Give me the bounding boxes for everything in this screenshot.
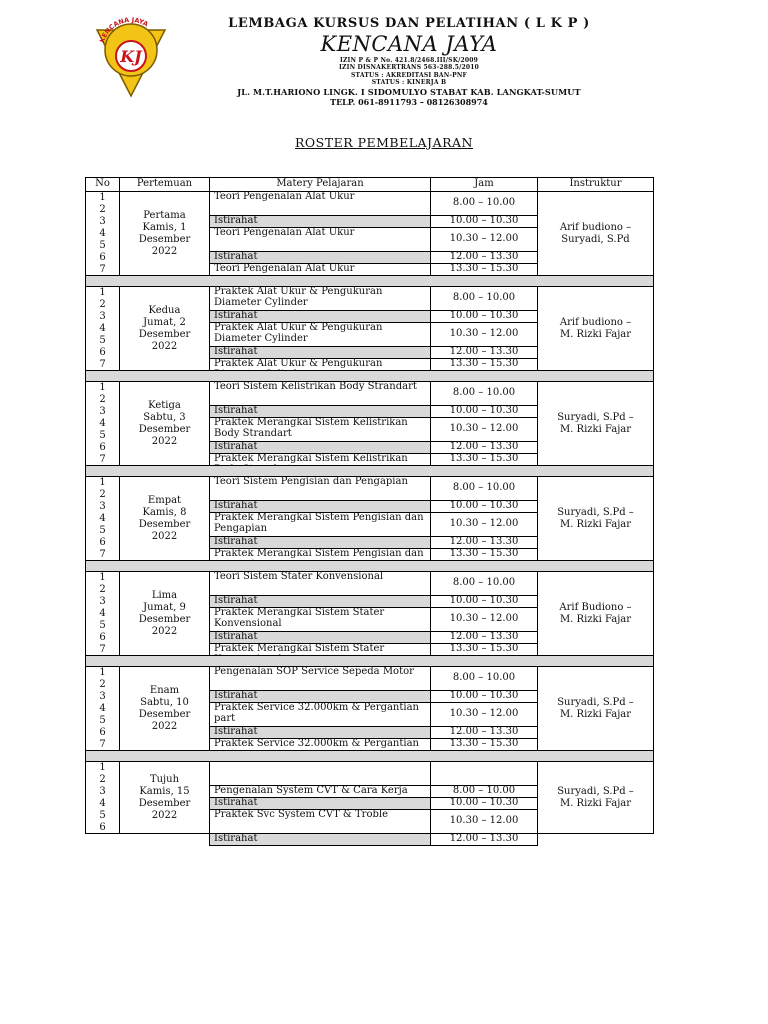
permit-line: STATUS : KINERJA B bbox=[371, 78, 447, 86]
row-number: 4 bbox=[99, 513, 106, 524]
subject-cell: Pengenalan System CVT & Cara Kerja bbox=[209, 785, 431, 798]
row-number: 6 bbox=[99, 727, 106, 738]
row-number: 4 bbox=[99, 798, 106, 809]
row-number: 1 bbox=[99, 477, 106, 488]
instructor-line: M. Rizki Fajar bbox=[559, 328, 632, 340]
row-number: 5 bbox=[99, 715, 106, 726]
row-numbers bbox=[85, 191, 120, 276]
instructor-line: Suryadi, S.Pd – bbox=[557, 411, 634, 423]
address: JL. M.T.HARIONO LINGK. I SIDOMULYO STABAT KAB. LANGKAT-SUMUT bbox=[237, 87, 581, 98]
letterhead bbox=[150, 16, 668, 107]
meeting-line: Sabtu, 3 bbox=[143, 411, 186, 423]
meeting-line: Sabtu, 10 bbox=[140, 696, 189, 708]
session-instructor bbox=[537, 476, 654, 561]
brand-name: KENCANA JAYA bbox=[320, 32, 498, 56]
subject-cell: Teori Sistem Kelistrikan Body Strandart bbox=[209, 381, 431, 406]
row-number: 7 bbox=[99, 644, 106, 655]
row-number: 5 bbox=[99, 810, 106, 821]
session-instructor bbox=[537, 286, 654, 371]
time-cell: 10.00 – 10.30 bbox=[430, 595, 538, 608]
row-number: 2 bbox=[99, 489, 106, 500]
instructor-line: Arif budiono – bbox=[559, 316, 632, 328]
row-number: 5 bbox=[99, 335, 106, 346]
break-label: Istirahat bbox=[209, 251, 431, 264]
break-label: Istirahat bbox=[209, 595, 431, 608]
meeting-line: 2022 bbox=[151, 625, 178, 637]
row-number: 5 bbox=[99, 240, 106, 251]
meeting-line: Kamis, 8 bbox=[142, 506, 187, 518]
time-cell: 13.30 – 15.30 bbox=[430, 643, 538, 656]
row-number: 1 bbox=[99, 192, 106, 203]
meeting-line: 2022 bbox=[151, 809, 178, 821]
meeting-line: Desember bbox=[138, 613, 191, 625]
session-meeting bbox=[119, 381, 210, 466]
meeting-line: 2022 bbox=[151, 435, 178, 447]
time-cell: 10.00 – 10.30 bbox=[430, 797, 538, 810]
meeting-line: 2022 bbox=[151, 245, 178, 257]
subject-cell bbox=[209, 761, 431, 786]
row-number: 5 bbox=[99, 430, 106, 441]
break-label: Istirahat bbox=[209, 690, 431, 703]
meeting-line: Desember bbox=[138, 708, 191, 720]
row-number: 7 bbox=[99, 264, 106, 275]
row-number: 3 bbox=[99, 501, 106, 512]
time-cell: 12.00 – 13.30 bbox=[430, 346, 538, 359]
time-cell: 12.00 – 13.30 bbox=[430, 631, 538, 644]
meeting-line: Ketiga bbox=[148, 399, 181, 411]
meeting-line: Desember bbox=[138, 233, 191, 245]
break-label: Istirahat bbox=[209, 405, 431, 418]
column-header: Jam bbox=[430, 177, 538, 192]
session-meeting bbox=[119, 761, 210, 834]
row-numbers bbox=[85, 286, 120, 371]
time-cell: 10.30 – 12.00 bbox=[430, 417, 538, 442]
instructor-line: Arif Budiono – bbox=[559, 601, 632, 613]
subject-cell: Praktek Merangkai Sistem Kelistrikan Body Strandart bbox=[209, 417, 431, 442]
subject-cell: Praktek Alat Ukur & Pengukuran Diameter Cylinder bbox=[209, 286, 431, 311]
instructor-line: M. Rizki Fajar bbox=[559, 423, 632, 435]
break-label: Istirahat bbox=[209, 441, 431, 454]
session-instructor bbox=[537, 381, 654, 466]
row-number: 3 bbox=[99, 406, 106, 417]
time-cell: 13.30 – 15.30 bbox=[430, 738, 538, 751]
row-number: 6 bbox=[99, 252, 106, 263]
row-number: 2 bbox=[99, 679, 106, 690]
row-number: 7 bbox=[99, 454, 106, 465]
meeting-line: 2022 bbox=[151, 530, 178, 542]
subject-cell: Praktek Service 32.000km & Pergantian part bbox=[209, 702, 431, 727]
meeting-line: Kamis, 15 bbox=[139, 785, 190, 797]
subject-cell: Praktek Alat Ukur & Pengukuran Diameter Cylinder bbox=[209, 322, 431, 347]
time-cell bbox=[430, 761, 538, 786]
instructor-line: M. Rizki Fajar bbox=[559, 613, 632, 625]
session-meeting bbox=[119, 191, 210, 276]
time-cell: 8.00 – 10.00 bbox=[430, 785, 538, 798]
instructor-line: Suryadi, S.Pd – bbox=[557, 506, 634, 518]
meeting-line: Enam bbox=[149, 684, 180, 696]
row-number: 6 bbox=[99, 632, 106, 643]
row-number: 1 bbox=[99, 667, 106, 678]
row-number: 1 bbox=[99, 762, 106, 773]
session-meeting bbox=[119, 571, 210, 656]
time-cell: 12.00 – 13.30 bbox=[430, 833, 538, 846]
meeting-line: Jumat, 2 bbox=[143, 316, 186, 328]
logo-monogram: KJ bbox=[120, 47, 142, 66]
time-cell: 13.30 – 15.30 bbox=[430, 453, 538, 466]
column-header: No bbox=[85, 177, 120, 192]
row-number: 6 bbox=[99, 442, 106, 453]
row-numbers bbox=[85, 476, 120, 561]
subject-cell: Praktek Merangkai Sistem Pengisian dan bbox=[209, 548, 431, 561]
instructor-line: Suryadi, S.Pd bbox=[561, 233, 630, 245]
row-number: 4 bbox=[99, 703, 106, 714]
time-cell: 13.30 – 15.30 bbox=[430, 548, 538, 561]
meeting-line: Tujuh bbox=[149, 773, 180, 785]
row-numbers bbox=[85, 666, 120, 751]
time-cell: 10.30 – 12.00 bbox=[430, 702, 538, 727]
time-cell: 10.30 – 12.00 bbox=[430, 607, 538, 632]
instructor-line: Suryadi, S.Pd – bbox=[557, 785, 634, 797]
time-cell: 10.30 – 12.00 bbox=[430, 512, 538, 537]
instructor-line: Suryadi, S.Pd – bbox=[557, 696, 634, 708]
subject-cell: Praktek Alat Ukur & Pengukuran bbox=[209, 358, 431, 371]
column-header: Instruktur bbox=[537, 177, 654, 192]
session-meeting bbox=[119, 666, 210, 751]
meeting-line: Desember bbox=[138, 518, 191, 530]
logo-arc-text: KENCANA JAYA bbox=[98, 16, 150, 44]
break-label: Istirahat bbox=[209, 215, 431, 228]
row-number: 7 bbox=[99, 549, 106, 560]
time-cell: 10.00 – 10.30 bbox=[430, 215, 538, 228]
time-cell: 10.00 – 10.30 bbox=[430, 310, 538, 323]
subject-cell: Pengenalan SOP Service Sepeda Motor bbox=[209, 666, 431, 691]
row-number: 5 bbox=[99, 620, 106, 631]
row-number: 2 bbox=[99, 204, 106, 215]
break-label: Istirahat bbox=[209, 536, 431, 549]
permit-line: IZIN DISNAKERTRANS 563-288.5/2010 bbox=[338, 64, 480, 72]
session-instructor bbox=[537, 761, 654, 834]
time-cell: 12.00 – 13.30 bbox=[430, 441, 538, 454]
subject-cell: Teori Pengenalan Alat Ukur bbox=[209, 227, 431, 252]
meeting-line: Jumat, 9 bbox=[143, 601, 186, 613]
row-number: 6 bbox=[99, 347, 106, 358]
break-label: Istirahat bbox=[209, 726, 431, 739]
session-meeting bbox=[119, 476, 210, 561]
subject-cell: Teori Sistem Pengisian dan Pengapian bbox=[209, 476, 431, 501]
row-number: 4 bbox=[99, 418, 106, 429]
row-number: 4 bbox=[99, 608, 106, 619]
break-label: Istirahat bbox=[209, 631, 431, 644]
meeting-line: 2022 bbox=[151, 720, 178, 732]
meeting-line: Kedua bbox=[148, 304, 181, 316]
row-number: 1 bbox=[99, 382, 106, 393]
row-number: 6 bbox=[99, 822, 106, 833]
permit-line: IZIN P & P No. 421.8/2468.III/SK/2009 bbox=[339, 57, 479, 64]
row-number: 7 bbox=[99, 739, 106, 750]
row-number: 2 bbox=[99, 774, 106, 785]
time-cell: 12.00 – 13.30 bbox=[430, 251, 538, 264]
subject-cell: Teori Pengenalan Alat Ukur bbox=[209, 263, 431, 276]
row-number: 3 bbox=[99, 596, 106, 607]
time-cell: 10.00 – 10.30 bbox=[430, 405, 538, 418]
meeting-line: Desember bbox=[138, 328, 191, 340]
break-label: Istirahat bbox=[209, 833, 431, 846]
row-number: 5 bbox=[99, 525, 106, 536]
instructor-line: M. Rizki Fajar bbox=[559, 797, 632, 809]
time-cell: 12.00 – 13.30 bbox=[430, 536, 538, 549]
column-header: Pertemuan bbox=[119, 177, 210, 192]
time-cell: 8.00 – 10.00 bbox=[430, 286, 538, 311]
row-number: 4 bbox=[99, 228, 106, 239]
session-instructor bbox=[537, 666, 654, 751]
time-cell: 10.00 – 10.30 bbox=[430, 500, 538, 513]
time-cell: 8.00 – 10.00 bbox=[430, 571, 538, 596]
row-number: 3 bbox=[99, 216, 106, 227]
phone: TELP. 061-8911793 – 08126308974 bbox=[330, 97, 488, 108]
time-cell: 13.30 – 15.30 bbox=[430, 263, 538, 276]
time-cell: 10.30 – 12.00 bbox=[430, 322, 538, 347]
row-number: 3 bbox=[99, 691, 106, 702]
time-cell: 10.00 – 10.30 bbox=[430, 690, 538, 703]
instructor-line: Arif budiono – bbox=[559, 221, 632, 233]
row-number: 7 bbox=[99, 359, 106, 370]
row-numbers bbox=[85, 381, 120, 466]
instructor-line: M. Rizki Fajar bbox=[559, 708, 632, 720]
row-number: 3 bbox=[99, 311, 106, 322]
break-label: Istirahat bbox=[209, 797, 431, 810]
row-number: 1 bbox=[99, 572, 106, 583]
time-cell: 12.00 – 13.30 bbox=[430, 726, 538, 739]
row-number: 3 bbox=[99, 786, 106, 797]
time-cell: 10.30 – 12.00 bbox=[430, 227, 538, 252]
session-instructor bbox=[537, 191, 654, 276]
meeting-line: Desember bbox=[138, 797, 191, 809]
subject-cell: Praktek Merangkai Sistem Kelistrikan bbox=[209, 453, 431, 466]
subject-cell: Praktek Merangkai Sistem Stater bbox=[209, 643, 431, 656]
time-cell: 13.30 – 15.30 bbox=[430, 358, 538, 371]
column-header: Matery Pelajaran bbox=[209, 177, 431, 192]
document-title: ROSTER PEMBELAJARAN bbox=[295, 135, 473, 150]
row-number: 4 bbox=[99, 323, 106, 334]
break-label: Istirahat bbox=[209, 310, 431, 323]
row-number: 1 bbox=[99, 287, 106, 298]
subject-cell: Praktek Merangkai Sistem Stater Konvensional bbox=[209, 607, 431, 632]
session-instructor bbox=[537, 571, 654, 656]
break-label: Istirahat bbox=[209, 346, 431, 359]
row-numbers bbox=[85, 761, 120, 834]
row-number: 6 bbox=[99, 537, 106, 548]
meeting-line: 2022 bbox=[151, 340, 178, 352]
time-cell: 8.00 – 10.00 bbox=[430, 191, 538, 216]
meeting-line: Kamis, 1 bbox=[142, 221, 187, 233]
meeting-line: Empat bbox=[147, 494, 182, 506]
subject-cell: Teori Pengenalan Alat Ukur bbox=[209, 191, 431, 216]
time-cell: 8.00 – 10.00 bbox=[430, 476, 538, 501]
row-number: 2 bbox=[99, 394, 106, 405]
org-name: LEMBAGA KURSUS DAN PELATIHAN ( L K P ) bbox=[228, 16, 590, 31]
subject-cell: Praktek Service 32.000km & Pergantian bbox=[209, 738, 431, 751]
row-number: 2 bbox=[99, 299, 106, 310]
permit-line: STATUS : AKREDITASI BAN-PNF bbox=[350, 71, 468, 79]
meeting-line: Pertama bbox=[143, 209, 186, 221]
meeting-line: Lima bbox=[151, 589, 178, 601]
time-cell: 8.00 – 10.00 bbox=[430, 381, 538, 406]
meeting-line: Desember bbox=[138, 423, 191, 435]
subject-cell: Praktek Svc System CVT & Troble bbox=[209, 809, 431, 834]
subject-cell: Praktek Merangkai Sistem Pengisian dan Pengapian bbox=[209, 512, 431, 537]
instructor-line: M. Rizki Fajar bbox=[559, 518, 632, 530]
subject-cell: Teori Sistem Stater Konvensional bbox=[209, 571, 431, 596]
row-number: 2 bbox=[99, 584, 106, 595]
break-label: Istirahat bbox=[209, 500, 431, 513]
session-meeting bbox=[119, 286, 210, 371]
time-cell: 10.30 – 12.00 bbox=[430, 809, 538, 834]
row-numbers bbox=[85, 571, 120, 656]
time-cell: 8.00 – 10.00 bbox=[430, 666, 538, 691]
